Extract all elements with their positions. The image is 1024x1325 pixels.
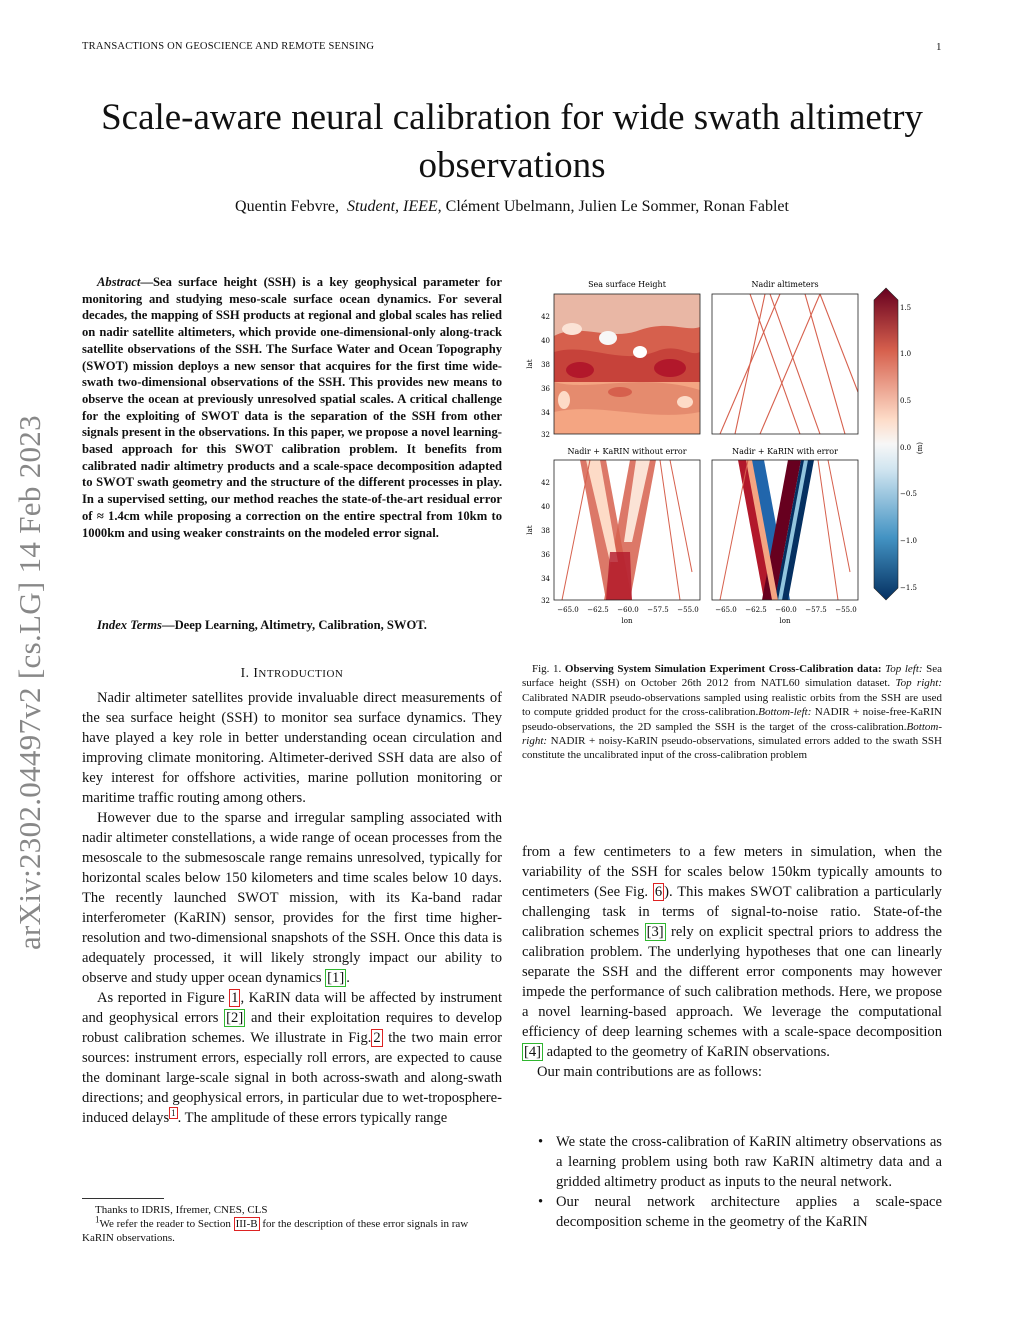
lat-ticks-bottom bbox=[541, 479, 550, 605]
list-item bbox=[522, 1132, 942, 1192]
abstract bbox=[82, 274, 502, 541]
colorbar-tick: −0.5 bbox=[900, 490, 917, 498]
page-number: 1 bbox=[936, 41, 942, 53]
bullet-icon: • bbox=[538, 1194, 544, 1210]
lat-tick: 40 bbox=[541, 503, 550, 511]
index-terms bbox=[82, 618, 502, 633]
intro-p3-text-a: As reported in Figure bbox=[97, 990, 230, 1006]
caption-label: Fig. 1. bbox=[532, 663, 562, 675]
footnotes bbox=[82, 1203, 502, 1245]
caption-tr-label: Top right: bbox=[895, 677, 942, 690]
lat-tick: 42 bbox=[541, 479, 550, 487]
figure-link-2[interactable]: 2 bbox=[373, 1030, 381, 1046]
citation-link-4[interactable]: [4] bbox=[524, 1044, 542, 1060]
thanks-note: Thanks to IDRIS, Ifremer, CNES, CLS bbox=[95, 1204, 268, 1216]
right-paragraph-2: Our main contributions are as follows: bbox=[537, 1064, 762, 1080]
footnote-1-text-a: We refer the reader to Section bbox=[99, 1218, 234, 1230]
lat-tick: 32 bbox=[541, 431, 550, 439]
intro-paragraph-1: Nadir altimeter satellites provide invaluable direct measurements of the sea surface height (SSH) to monitor sea surface dynamics. They have played a key role in better understanding ocean circulation and improving climate monitoring. Altimeter-derived SSH data are also of key interest for offshore activities, marine pollution monitoring or maritime traffic routing among others. bbox=[82, 690, 502, 806]
colorbar-tick: 0.5 bbox=[900, 397, 912, 405]
lat-tick: 38 bbox=[541, 527, 550, 535]
right-paragraph-1 bbox=[522, 842, 942, 1062]
section-initial: I bbox=[253, 665, 259, 680]
footnote-1-mark: 1 bbox=[95, 1214, 100, 1225]
abstract-label: Abstract bbox=[97, 275, 141, 289]
section-heading bbox=[82, 665, 502, 681]
lat-ticks-top bbox=[541, 313, 550, 439]
paper-title: Scale-aware neural calibration for wide swath altimetry observations bbox=[101, 97, 923, 186]
y-axis-label-bottom: lat bbox=[526, 525, 534, 535]
intro-p2-text: However due to the sparse and irregular sampling associated with nadir altimeter constellations, a wide range of ocean processes from the mesoscale to the submesoscale range remains unresolved, typically for horizontal scales below 150 kilometers and time scales below 10 days. The recently launched SWOT mission, with its Ka-band radar interferometer (KaRIN) sensor, provides for the first time higher-resolution and two-dimensional snapshots of the SSH. Once this data is adequately processed, it will likely strongly impact our ability to observe and study upper ocean dynamics bbox=[82, 810, 502, 986]
colorbar-tick: −1.5 bbox=[900, 584, 917, 592]
lat-tick: 36 bbox=[541, 385, 550, 393]
lon-tick: −55.0 bbox=[677, 606, 699, 614]
first-author-role: Student, IEEE, bbox=[347, 198, 442, 215]
panel-ssh-field bbox=[554, 294, 700, 434]
footnote-link-1[interactable]: 1 bbox=[171, 1108, 176, 1119]
lon-tick: −62.5 bbox=[587, 606, 609, 614]
lat-tick: 34 bbox=[541, 409, 550, 417]
right-p1-text-d: adapted to the geometry of KaRIN observations. bbox=[543, 1044, 830, 1060]
panel-karin-noisy bbox=[712, 460, 858, 600]
colorbar bbox=[874, 288, 898, 600]
intro-p3-text-e: . The amplitude of these errors typically range bbox=[177, 1110, 448, 1126]
footnote-1 bbox=[82, 1214, 502, 1245]
intro-p2-end: . bbox=[346, 970, 350, 986]
lon-tick: −55.0 bbox=[835, 606, 857, 614]
panel-title-nadir: Nadir altimeters bbox=[751, 280, 819, 289]
colorbar-label: (m) bbox=[916, 441, 924, 455]
colorbar-tick: −1.0 bbox=[900, 537, 917, 545]
intro-p3-text-b: , KaRIN data will be affected by instrument and geophysical errors bbox=[82, 990, 503, 1026]
panel-title-karin-clean: Nadir + KaRIN without error bbox=[567, 447, 687, 456]
lon-tick: −65.0 bbox=[557, 606, 579, 614]
lon-ticks-right bbox=[715, 606, 856, 614]
lat-tick: 40 bbox=[541, 337, 550, 345]
list-item-text: We state the cross-calibration of KaRIN altimetry observations as a learning problem using both raw KaRIN altimetry data and a gridded altimetry product as inputs to the neural network. bbox=[556, 1134, 942, 1190]
citation-link-1[interactable]: [1] bbox=[327, 970, 345, 986]
intro-p3-text-d: the two main error sources: instrument errors, especially roll errors, are expected to cause the dominant large-scale signal in both across-swath and along-swath directions; and geophysical errors, in particular due to wet-troposphere-induced delays bbox=[82, 1030, 502, 1126]
author-list bbox=[90, 198, 934, 216]
caption-tl-label: Top left: bbox=[885, 663, 923, 675]
caption-bl-text: NADIR + noise-free-KaRIN pseudo-observations, the 2D sampled the SSH is the target of the cross-calibration. bbox=[522, 706, 942, 733]
colorbar-tick: 1.0 bbox=[900, 350, 912, 358]
colorbar-ticks bbox=[900, 304, 917, 592]
footnote-rule bbox=[82, 1198, 164, 1199]
first-author: Quentin Febvre, bbox=[235, 198, 340, 215]
abstract-text: —Sea surface height (SSH) is a key geophysical parameter for monitoring and studying meso-scale surface ocean dynamics. For several decades, the mapping of SSH products at regional and global scales has relied on nadir satellite altimeters, which provide one-dimensional-only along-track satellite observations of the SSH. The Surface Water and Ocean Topography (SWOT) mission deploys a new sensor that acquires for the first time wide-swath two-dimensional observations of the SSH. This provides new means to observe the ocean at previously unresolved spatial scales. A critical challenge for the exploiting of SWOT data is the separation of the SSH from other signals present in the observations. In this paper, we propose a novel learning-based approach for this SWOT calibration problem. It benefits from calibrated nadir altimetry products and a scale-space decomposition adapted to SWOT swath geometry and the structure of the different processes in play. In a supervised setting, our method reaches the state-of-the-art residual error of ≈ 1.4cm while proposing a correction on the entire spectral from 10km to 1000km and using weaker constraints on the modeled error signal. bbox=[82, 275, 502, 540]
right-p1-text-c: rely on explicit spectral priors to address the calibration problem. The underlying hypotheses that one can linearly separate the SSH and the different error components may however impede the performance of such calibration methods. Here, we propose a novel learning-based approach. We leverage the computational efficiency of deep learning schemes with a scale-space decomposition bbox=[522, 924, 943, 1040]
right-p1-text-b: ). This makes SWOT calibration a particularly challenging task in terms of signal-to-noise ratio. State-of-the calibration schemes bbox=[522, 884, 942, 940]
lon-tick: −60.0 bbox=[617, 606, 639, 614]
right-column-body bbox=[522, 842, 942, 1082]
lat-tick: 36 bbox=[541, 551, 550, 559]
lat-tick: 42 bbox=[541, 313, 550, 321]
lon-ticks-left bbox=[557, 606, 698, 614]
y-axis-label-top: lat bbox=[526, 359, 534, 369]
index-terms-label: Index Terms bbox=[97, 618, 162, 632]
contributions-list bbox=[522, 1132, 942, 1232]
caption-bl-label: Bottom-left: bbox=[758, 706, 812, 719]
intro-p3-text-c: and their exploitation requires to develop robust calibration schemes. We illustrate in Fig. bbox=[82, 1010, 502, 1046]
section-link-iii-b[interactable]: III-B bbox=[235, 1218, 258, 1230]
lat-tick: 38 bbox=[541, 361, 550, 369]
caption-tl-text: Sea surface height (SSH) on October 26th 2012 from NATL60 simulation dataset. bbox=[522, 663, 943, 690]
bullet-icon: • bbox=[538, 1134, 544, 1150]
caption-br-label: Bottom-right: bbox=[522, 720, 942, 748]
intro-body bbox=[82, 688, 502, 1128]
figure-link-1[interactable]: 1 bbox=[231, 990, 239, 1006]
lat-tick: 32 bbox=[541, 597, 550, 605]
list-item-text: Our neural network architecture applies a scale-space decomposition scheme in the geometry of the KaRIN bbox=[556, 1194, 942, 1230]
section-number: I. bbox=[240, 665, 250, 680]
running-head: TRANSACTIONS ON GEOSCIENCE AND REMOTE SENSING bbox=[82, 41, 375, 52]
right-p1-text-a: from a few centimeters to a few meters in simulation, when the variability of the SSH for scales below 150km typically amounts to centimeters (See Fig. bbox=[522, 844, 942, 900]
colorbar-tick: 1.5 bbox=[900, 304, 912, 312]
citation-link-2[interactable]: [2] bbox=[226, 1010, 244, 1026]
panel-karin-clean bbox=[554, 460, 700, 600]
caption-br-text: NADIR + noisy-KaRIN pseudo-observations, simulated errors added to the swath SSH constitute the uncalibrated input of the cross-calibration problem bbox=[522, 735, 942, 762]
other-authors: Clément Ubelmann, Julien Le Sommer, Ronan Fablet bbox=[445, 198, 789, 215]
figure-caption bbox=[522, 662, 942, 763]
caption-tr-text: Calibrated NADIR pseudo-observations sampled using realistic orbits from the SSH are used to compute gridded product for the cross-calibration. bbox=[522, 691, 942, 719]
intro-paragraph-2 bbox=[82, 808, 502, 988]
lon-tick: −62.5 bbox=[745, 606, 767, 614]
x-axis-label-left: lon bbox=[621, 617, 633, 625]
index-terms-text: —Deep Learning, Altimetry, Calibration, SWOT. bbox=[161, 618, 427, 632]
lon-tick: −57.5 bbox=[805, 606, 827, 614]
intro-paragraph-3 bbox=[82, 988, 502, 1128]
panel-nadir-tracks bbox=[712, 294, 858, 434]
lon-tick: −65.0 bbox=[715, 606, 737, 614]
arxiv-side-stamp: arXiv:2302.04497v2 [cs.LG] 14 Feb 2023 bbox=[12, 415, 47, 950]
lat-tick: 34 bbox=[541, 575, 550, 583]
caption-title: Observing System Simulation Experiment Cross-Calibration data: bbox=[564, 663, 882, 675]
colorbar-tick: 0.0 bbox=[900, 444, 912, 452]
panel-title-karin-noisy: Nadir + KaRIN with error bbox=[732, 447, 838, 456]
lon-tick: −60.0 bbox=[775, 606, 797, 614]
x-axis-label-right: lon bbox=[779, 617, 791, 625]
figure-1 bbox=[520, 272, 950, 632]
figure-link-6[interactable]: 6 bbox=[654, 884, 663, 900]
lon-tick: −57.5 bbox=[647, 606, 669, 614]
citation-link-3[interactable]: [3] bbox=[646, 924, 664, 940]
panel-title-ssh: Sea surface Height bbox=[588, 280, 666, 289]
list-item bbox=[522, 1192, 942, 1232]
footnote-1-text-b: for the description of these error signals in raw KaRIN observations. bbox=[82, 1218, 469, 1244]
section-rest: NTRODUCTION bbox=[258, 668, 344, 680]
